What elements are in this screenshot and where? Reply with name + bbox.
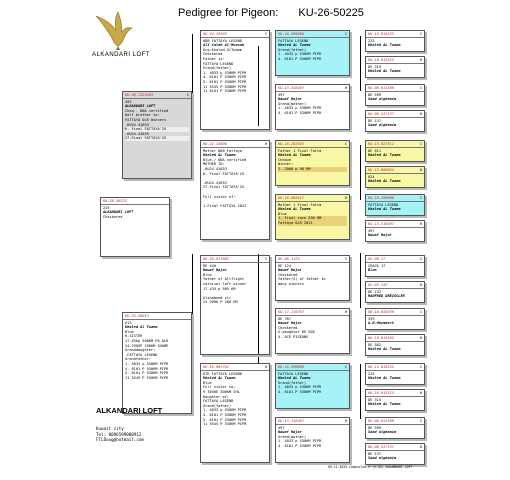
gen4-line: DE 611 <box>368 148 381 153</box>
gen3-box-8[interactable]: KU-13-318497 H 497 Nawaf Hajar Grand(mother) 1. 4033 p 530KM PIPR 4. 6101 P 530KM PIPR <box>275 417 350 463</box>
pedigree-title <box>178 7 364 19</box>
gen4-box-2[interactable] <box>365 56 425 78</box>
gen4-ring: KU-18-209966 C <box>368 196 422 200</box>
gen4-ring: KU-13-627611 C <box>368 142 422 146</box>
gen4-box-3[interactable] <box>365 84 425 106</box>
sire-box[interactable]: KU-26-1323493 C 493 ALKANDARI LOFT Cheq.- DNA certified Half brother to: FATTAYA OLR Winners -KU24-41653 6. Final FATTAYA'25 -KU24-41659 27.Final FATTAYA'25 <box>122 91 192 179</box>
gen4-ring: KU-16-013315 H <box>368 58 422 62</box>
connector-line <box>192 254 193 414</box>
owner-email[interactable]: FTLDoug@hotmail.com <box>96 437 144 442</box>
gen4-line: Saad alghanim <box>368 456 397 461</box>
gen4-box-6[interactable] <box>365 166 425 188</box>
gen4-line: A.H.Heymaert <box>368 321 394 326</box>
gen4-line: Saad alghanim <box>368 97 397 102</box>
gen4-ring: KU-15-819225 C <box>368 365 422 369</box>
granddam-maternal-box[interactable]: KU-19-962762 H DTR FATTAYA LEGEND Khaled AL Twaem Blue Full sister to: 9 3050E 300KM SHL Daughter of: FATTAYA LEGEND Grand(father) 1. 4033 p 530KM PIPR 4. 6101 P 530KM PIPR 5. 6101 P 530KM PIPR 11 5545 P 530KM PIPR <box>200 363 270 463</box>
subject-pigeon-box[interactable]: KU-26-50225 225 ALKANDARI LOFT Checkered <box>100 197 170 257</box>
eagle-logo-icon <box>92 10 162 50</box>
gen4-box-12[interactable] <box>365 334 425 356</box>
gen4-line: Saad alghanim <box>368 123 397 128</box>
gen3-box-3[interactable]: KU-18-202925 C Father 1 Final Fatta Khaled AL Twaem Cheque Winner: 2. 2000 p 90 KM <box>275 140 350 186</box>
gen4-box-5[interactable] <box>365 140 425 162</box>
gen4-box-4[interactable] <box>365 110 425 132</box>
gen4-line: Khaled AL Twaem <box>368 347 401 352</box>
owner-city: Kuwait city <box>96 426 124 431</box>
connector-line <box>360 253 361 308</box>
owner-name: ALKANDARI LOFT <box>96 406 163 415</box>
gen3-box-7[interactable]: KU-18-209966 C FATTAYA LEGEND Khaled AL Twaem Grand(father) 1. 4033 p 530KM PIPR 4. 6101 P 530KM PIPR <box>275 363 350 409</box>
gen4-ring: KU-08-537137 H <box>368 112 422 116</box>
gen4-line: Khaled AL Twaem <box>368 402 401 407</box>
gen4-line: DE 599 <box>368 92 381 97</box>
gen4-line: Blue <box>368 268 377 273</box>
dam-ring: KU-25-50013 <box>123 314 191 320</box>
gen4-line: DE 582 <box>368 342 381 347</box>
gen4-line: Khaled AL Twaem <box>368 376 401 381</box>
gen4-ring: KU-13-318497 H <box>368 222 422 226</box>
gen4-ring: KU-08-011599 C <box>368 419 422 423</box>
gen4-line: DE 599 <box>368 425 381 430</box>
gen4-ring: UV-03-132 H <box>368 283 422 287</box>
loft-logo <box>92 10 162 60</box>
gen4-box-1[interactable] <box>365 30 425 52</box>
gen3-box-4[interactable]: KU-19-962817 H Mother 1 Final Fatta Khaled AL Twaem Blue 1. Final race 530 KM Fattaya OLR 2011 <box>275 194 350 240</box>
gen4-box-10[interactable] <box>365 281 425 303</box>
gen3-box-5[interactable]: UV-09-1124 C DE 124 Nawaf Hajar Checkered father(S) of father to many winners <box>275 255 350 301</box>
gen4-line: Khaled AL Twaem <box>368 153 401 158</box>
gen4-line: 339 <box>368 316 375 321</box>
gen4-line: Khaled AL Twaem <box>368 43 401 48</box>
gen4-box-13[interactable] <box>365 363 425 385</box>
sire-ring: KU-26-1323493 C <box>125 93 189 97</box>
gen4-line: Khaled AL Twaem <box>368 179 401 184</box>
connector-line <box>360 145 361 200</box>
connector-line <box>360 364 361 419</box>
gen4-ring: KU-08-537137 H <box>368 445 422 449</box>
pedigree-title-label: Pedigree for Pigeon: <box>178 7 279 19</box>
gen4-ring: KU-16-013315 H <box>368 391 422 395</box>
gen4-line: 497 <box>368 228 375 233</box>
gen4-line: DE 315 <box>368 397 381 402</box>
gen4-box-14[interactable] <box>365 389 425 411</box>
gen4-line: Khaled AL Twaem <box>368 207 401 212</box>
gen4-box-7[interactable] <box>365 194 425 216</box>
gen4-line: DE 137 <box>368 451 381 456</box>
gen4-line: CRACK 17 <box>368 263 386 268</box>
grandsire-paternal-box[interactable]: KU-24-19303 C HDB FATTAYA LEGEND Ali Saleh Al-Mousab Org.Khaled AlTwaem Checkered Father is: FATTAYA LEGEND Grand(father) 1. 4033 p 530KM PIPR 4. 6101 P 530KM PIPR 5. 6101 P 530KM PIPR 11 5545 P 530KM PIPR 11 6101 P 530KM PIPR <box>200 30 270 130</box>
connector-line <box>360 36 361 91</box>
gen4-line: DE 132 <box>368 289 381 294</box>
logo-text: ALKANDARI LOFT <box>92 52 151 58</box>
gen4-ring: UV-96-17 C <box>368 257 422 261</box>
gen4-box-16[interactable] <box>365 443 425 465</box>
granddam-paternal-box[interactable]: KU-22-15606 H Mother #06 Fattaya Khaled AL Twaem Blue./ DNA certified MOTHER TO: -KU24-41653 6. Final FATTAYA'25 -KU24-41653 27.Final FATTAYA'25 Full sister of: 1.Final FATTAYA 2022 <box>200 140 270 240</box>
gen3-box-6[interactable]: KU-17-110787 H DE 787 Nawaf Hajar Checkered G.daughter DE 505 4. ACE PIGEONS <box>275 308 350 354</box>
gen4-box-15[interactable] <box>365 417 425 439</box>
gen4-line: FATTAYA LEGEND <box>368 202 399 207</box>
gen4-line: DE 137 <box>368 118 381 123</box>
gen4-line: Saad alghanim <box>368 430 397 435</box>
gen4-line: MANFRED DREIGSLER <box>368 294 405 299</box>
gen4-box-8[interactable] <box>365 220 425 242</box>
gen4-ring: GB-10-850339 C <box>368 310 422 314</box>
gen4-line: 024 <box>368 174 375 179</box>
gen4-line: DE 315 <box>368 64 381 69</box>
gen3-box-1[interactable]: KU-18-209966 C FATTAYA LEGEND Khaled AL Twaem Grand(father) 1. 4033 p 530KM PIPR 4. 6101 P 530KM PIPR <box>275 30 350 76</box>
gen4-ring: KU-13-666024 H <box>368 168 422 172</box>
footer-text: 09-11-2025 Compuclub ® (V.41) ALKANDARI LOFT <box>328 465 413 469</box>
gen4-box-11[interactable] <box>365 308 425 330</box>
pedigree-ring-number: KU-26-50225 <box>298 7 364 19</box>
gen4-ring: KU-16-013582 H <box>368 336 422 340</box>
gen4-line: Nawaf Hajar <box>368 233 392 238</box>
owner-tel: Tel: 0096599000912 <box>96 431 142 437</box>
subject-ring: KU-26-50225 <box>101 199 169 205</box>
gen4-box-9[interactable] <box>365 255 425 277</box>
owner-contact <box>96 426 144 443</box>
connector-line <box>192 34 193 179</box>
gen4-line: 225 <box>368 371 375 376</box>
dam-box[interactable]: KU-25-50013 013 Khaled Al Twaem Blue H-SISTER 17.45kp 500KM PA OLR 24.2905P 290KM SHAME Granddaughter: -FATTAYA LEGEND Grandfather: 1. 4033 p 530KM PIPR 4. 6101 P 530KM PIPR 5. 6101 P 530KM PIPR 11 5545 P 530KM PIPR <box>122 312 192 414</box>
gen4-line: Khaled AL Twaem <box>368 69 401 74</box>
gen4-ring: KU-15-819225 C <box>368 32 422 36</box>
grandsire-maternal-box[interactable]: KU-19-917662 C DE 440 Nawaf Hajar Blue father of Allflight carnival loft winner 17 434 p 505 KM Alshabeed clr 24 2090 P 200 KM <box>200 255 270 355</box>
gen4-line: 225 <box>368 38 375 43</box>
gen4-ring: KU-08-011599 C <box>368 86 422 90</box>
gen3-box-2[interactable]: KU-13-318497 H 497 Nawaf Hajar Grand(mother) 1. 4033 p 530KM PIPR 4. 6101 P 530KM PIPR <box>275 84 350 130</box>
